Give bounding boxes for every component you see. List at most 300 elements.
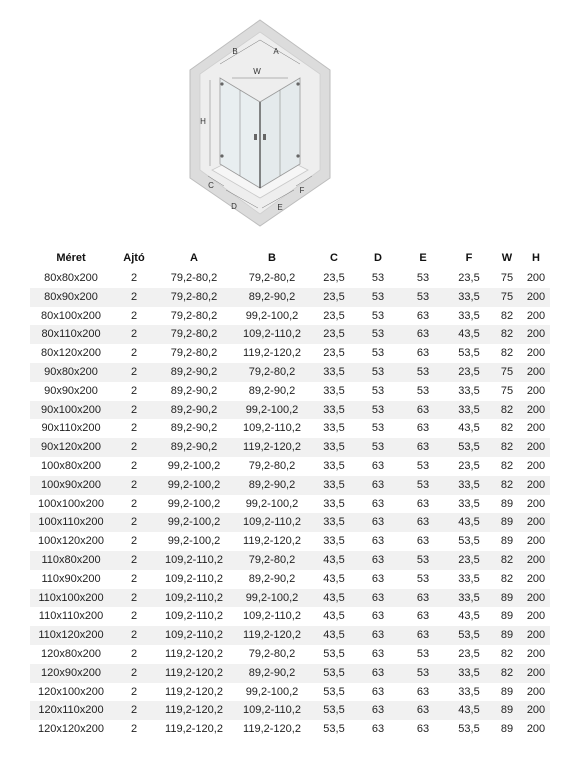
cell-col-door: 2 [112, 551, 156, 570]
cell-col-b: 119,2-120,2 [232, 438, 312, 457]
cell-col-h: 200 [522, 495, 550, 514]
table-row [30, 307, 550, 326]
table-row [30, 269, 550, 288]
dim-label-f: F [299, 186, 305, 195]
cell-col-c: 53,5 [312, 683, 356, 702]
cell-col-e: 63 [400, 532, 446, 551]
cell-col-h: 200 [522, 419, 550, 438]
cell-col-b: 109,2-110,2 [232, 607, 312, 626]
cell-col-c: 23,5 [312, 307, 356, 326]
cell-col-b: 79,2-80,2 [232, 363, 312, 382]
cell-col-e: 63 [400, 495, 446, 514]
header-col-d: D [374, 252, 382, 264]
cell-col-h: 200 [522, 551, 550, 570]
cell-col-d: 63 [356, 664, 400, 683]
cell-col-b: 79,2-80,2 [232, 457, 312, 476]
handle-right-icon [263, 134, 266, 140]
cell-col-h: 200 [522, 513, 550, 532]
cell-col-a: 89,2-90,2 [156, 419, 232, 438]
cell-col-e: 63 [400, 344, 446, 363]
cell-col-c: 33,5 [312, 476, 356, 495]
cell-col-d: 53 [356, 344, 400, 363]
cell-col-w: 82 [492, 438, 522, 457]
cell-col-a: 119,2-120,2 [156, 645, 232, 664]
cell-col-door: 2 [112, 419, 156, 438]
table-row [30, 401, 550, 420]
cell-col-door: 2 [112, 626, 156, 645]
handle-left-icon [254, 134, 257, 140]
cell-col-size: 100x110x200 [30, 513, 112, 532]
cell-col-b: 79,2-80,2 [232, 551, 312, 570]
cell-col-a: 109,2-110,2 [156, 626, 232, 645]
cell-col-h: 200 [522, 476, 550, 495]
cell-col-h: 200 [522, 363, 550, 382]
cell-col-a: 119,2-120,2 [156, 683, 232, 702]
table-row [30, 419, 550, 438]
header-col-a: A [190, 252, 198, 264]
cell-col-b: 79,2-80,2 [232, 645, 312, 664]
cell-col-d: 63 [356, 457, 400, 476]
enclosure-drawing [180, 18, 340, 230]
table-row [30, 288, 550, 307]
header-col-b: B [268, 252, 276, 264]
cell-col-size: 110x80x200 [30, 551, 112, 570]
cell-col-w: 75 [492, 269, 522, 288]
cell-col-c: 33,5 [312, 438, 356, 457]
cell-col-e: 63 [400, 325, 446, 344]
cell-col-w: 89 [492, 495, 522, 514]
cell-col-e: 53 [400, 457, 446, 476]
table-row [30, 589, 550, 608]
cell-col-w: 89 [492, 683, 522, 702]
cell-col-f: 33,5 [446, 382, 492, 401]
table-row [30, 363, 550, 382]
hinge-icon [220, 82, 223, 85]
cell-col-c: 33,5 [312, 513, 356, 532]
cell-col-f: 23,5 [446, 269, 492, 288]
cell-col-a: 79,2-80,2 [156, 307, 232, 326]
cell-col-f: 43,5 [446, 607, 492, 626]
cell-col-a: 79,2-80,2 [156, 325, 232, 344]
cell-col-d: 63 [356, 626, 400, 645]
table-row [30, 532, 550, 551]
header-col-h: H [532, 252, 540, 264]
cell-col-c: 33,5 [312, 457, 356, 476]
cell-col-size: 110x120x200 [30, 626, 112, 645]
cell-col-a: 109,2-110,2 [156, 570, 232, 589]
cell-col-f: 53,5 [446, 720, 492, 739]
cell-col-f: 53,5 [446, 532, 492, 551]
cell-col-b: 79,2-80,2 [232, 269, 312, 288]
cell-col-d: 53 [356, 363, 400, 382]
cell-col-size: 120x120x200 [30, 720, 112, 739]
cell-col-e: 63 [400, 589, 446, 608]
cell-col-c: 43,5 [312, 551, 356, 570]
header-col-size: Méret [56, 252, 86, 264]
cell-col-a: 89,2-90,2 [156, 363, 232, 382]
cell-col-h: 200 [522, 401, 550, 420]
cell-col-door: 2 [112, 645, 156, 664]
cell-col-a: 99,2-100,2 [156, 532, 232, 551]
cell-col-w: 82 [492, 325, 522, 344]
cell-col-b: 99,2-100,2 [232, 495, 312, 514]
cell-col-w: 82 [492, 645, 522, 664]
cell-col-e: 63 [400, 401, 446, 420]
cell-col-h: 200 [522, 457, 550, 476]
cell-col-e: 53 [400, 363, 446, 382]
cell-col-size: 90x100x200 [30, 401, 112, 420]
header-col-door: Ajtó [123, 252, 145, 264]
cell-col-f: 43,5 [446, 419, 492, 438]
cell-col-w: 75 [492, 382, 522, 401]
cell-col-w: 82 [492, 570, 522, 589]
cell-col-c: 33,5 [312, 382, 356, 401]
cell-col-d: 53 [356, 307, 400, 326]
cell-col-f: 43,5 [446, 701, 492, 720]
cell-col-door: 2 [112, 269, 156, 288]
cell-col-door: 2 [112, 683, 156, 702]
cell-col-d: 63 [356, 551, 400, 570]
shower-enclosure-diagram [180, 18, 340, 230]
cell-col-size: 80x100x200 [30, 307, 112, 326]
cell-col-b: 99,2-100,2 [232, 401, 312, 420]
cell-col-b: 89,2-90,2 [232, 664, 312, 683]
cell-col-size: 120x110x200 [30, 701, 112, 720]
cell-col-f: 53,5 [446, 626, 492, 645]
cell-col-b: 109,2-110,2 [232, 419, 312, 438]
header-row [30, 247, 550, 269]
cell-col-w: 82 [492, 344, 522, 363]
cell-col-f: 43,5 [446, 325, 492, 344]
cell-col-c: 53,5 [312, 701, 356, 720]
cell-col-a: 89,2-90,2 [156, 438, 232, 457]
cell-col-w: 75 [492, 288, 522, 307]
table-row [30, 551, 550, 570]
cell-col-b: 119,2-120,2 [232, 626, 312, 645]
cell-col-w: 89 [492, 532, 522, 551]
cell-col-f: 23,5 [446, 551, 492, 570]
cell-col-a: 99,2-100,2 [156, 476, 232, 495]
cell-col-h: 200 [522, 325, 550, 344]
cell-col-c: 33,5 [312, 363, 356, 382]
cell-col-f: 23,5 [446, 457, 492, 476]
cell-col-a: 79,2-80,2 [156, 344, 232, 363]
cell-col-b: 119,2-120,2 [232, 720, 312, 739]
cell-col-w: 89 [492, 607, 522, 626]
cell-col-c: 23,5 [312, 344, 356, 363]
cell-col-d: 63 [356, 532, 400, 551]
cell-col-b: 119,2-120,2 [232, 344, 312, 363]
cell-col-door: 2 [112, 344, 156, 363]
dim-label-w: W [253, 67, 261, 76]
cell-col-d: 63 [356, 720, 400, 739]
cell-col-f: 33,5 [446, 589, 492, 608]
cell-col-w: 82 [492, 664, 522, 683]
cell-col-e: 63 [400, 607, 446, 626]
table-row [30, 457, 550, 476]
cell-col-h: 200 [522, 664, 550, 683]
cell-col-h: 200 [522, 269, 550, 288]
cell-col-e: 53 [400, 476, 446, 495]
table-row [30, 382, 550, 401]
cell-col-c: 53,5 [312, 645, 356, 664]
table-row [30, 683, 550, 702]
cell-col-h: 200 [522, 607, 550, 626]
cell-col-d: 63 [356, 589, 400, 608]
cell-col-d: 63 [356, 645, 400, 664]
cell-col-h: 200 [522, 683, 550, 702]
cell-col-w: 89 [492, 626, 522, 645]
cell-col-size: 90x110x200 [30, 419, 112, 438]
cell-col-a: 79,2-80,2 [156, 269, 232, 288]
cell-col-e: 53 [400, 570, 446, 589]
cell-col-a: 109,2-110,2 [156, 607, 232, 626]
cell-col-c: 33,5 [312, 401, 356, 420]
header-col-f: F [465, 252, 473, 264]
cell-col-f: 33,5 [446, 570, 492, 589]
cell-col-door: 2 [112, 664, 156, 683]
cell-col-c: 23,5 [312, 325, 356, 344]
cell-col-door: 2 [112, 307, 156, 326]
cell-col-c: 23,5 [312, 269, 356, 288]
cell-col-f: 53,5 [446, 344, 492, 363]
cell-col-f: 23,5 [446, 363, 492, 382]
cell-col-c: 53,5 [312, 720, 356, 739]
cell-col-door: 2 [112, 363, 156, 382]
table-row [30, 664, 550, 683]
cell-col-d: 63 [356, 607, 400, 626]
cell-col-h: 200 [522, 438, 550, 457]
cell-col-d: 53 [356, 438, 400, 457]
cell-col-e: 53 [400, 551, 446, 570]
cell-col-door: 2 [112, 476, 156, 495]
cell-col-a: 79,2-80,2 [156, 288, 232, 307]
cell-col-d: 63 [356, 570, 400, 589]
dim-label-b: B [232, 47, 238, 56]
cell-col-b: 99,2-100,2 [232, 589, 312, 608]
cell-col-size: 110x90x200 [30, 570, 112, 589]
table-body [30, 269, 550, 739]
cell-col-b: 89,2-90,2 [232, 476, 312, 495]
dim-label-e: E [277, 203, 283, 212]
cell-col-w: 89 [492, 589, 522, 608]
cell-col-c: 23,5 [312, 288, 356, 307]
cell-col-h: 200 [522, 645, 550, 664]
table-row [30, 701, 550, 720]
hinge-icon [220, 154, 223, 157]
cell-col-h: 200 [522, 532, 550, 551]
cell-col-w: 89 [492, 513, 522, 532]
cell-col-b: 119,2-120,2 [232, 532, 312, 551]
cell-col-c: 33,5 [312, 419, 356, 438]
cell-col-f: 33,5 [446, 288, 492, 307]
cell-col-a: 89,2-90,2 [156, 382, 232, 401]
cell-col-a: 119,2-120,2 [156, 664, 232, 683]
cell-col-size: 80x80x200 [30, 269, 112, 288]
cell-col-e: 63 [400, 419, 446, 438]
table-row [30, 513, 550, 532]
cell-col-d: 63 [356, 476, 400, 495]
cell-col-h: 200 [522, 307, 550, 326]
cell-col-f: 33,5 [446, 476, 492, 495]
cell-col-d: 63 [356, 513, 400, 532]
cell-col-e: 63 [400, 513, 446, 532]
dimension-table [30, 247, 550, 739]
cell-col-c: 53,5 [312, 664, 356, 683]
cell-col-f: 33,5 [446, 495, 492, 514]
cell-col-f: 43,5 [446, 513, 492, 532]
cell-col-door: 2 [112, 401, 156, 420]
cell-col-b: 89,2-90,2 [232, 570, 312, 589]
cell-col-door: 2 [112, 513, 156, 532]
cell-col-d: 53 [356, 288, 400, 307]
cell-col-e: 63 [400, 438, 446, 457]
cell-col-size: 80x120x200 [30, 344, 112, 363]
cell-col-h: 200 [522, 344, 550, 363]
cell-col-size: 100x80x200 [30, 457, 112, 476]
cell-col-size: 90x90x200 [30, 382, 112, 401]
cell-col-c: 43,5 [312, 570, 356, 589]
cell-col-a: 119,2-120,2 [156, 701, 232, 720]
table-row [30, 438, 550, 457]
cell-col-door: 2 [112, 325, 156, 344]
cell-col-b: 99,2-100,2 [232, 683, 312, 702]
cell-col-door: 2 [112, 495, 156, 514]
cell-col-b: 109,2-110,2 [232, 701, 312, 720]
cell-col-size: 100x120x200 [30, 532, 112, 551]
cell-col-c: 33,5 [312, 532, 356, 551]
cell-col-b: 109,2-110,2 [232, 513, 312, 532]
cell-col-size: 120x100x200 [30, 683, 112, 702]
cell-col-size: 100x90x200 [30, 476, 112, 495]
cell-col-e: 53 [400, 269, 446, 288]
cell-col-door: 2 [112, 607, 156, 626]
table-row [30, 607, 550, 626]
header-col-w: W [501, 252, 513, 264]
cell-col-c: 43,5 [312, 607, 356, 626]
cell-col-d: 63 [356, 683, 400, 702]
cell-col-w: 89 [492, 720, 522, 739]
hinge-icon [296, 82, 299, 85]
header-col-e: E [419, 252, 427, 264]
cell-col-w: 82 [492, 476, 522, 495]
cell-col-door: 2 [112, 438, 156, 457]
cell-col-a: 99,2-100,2 [156, 495, 232, 514]
cell-col-size: 80x110x200 [30, 325, 112, 344]
cell-col-size: 110x100x200 [30, 589, 112, 608]
cell-col-w: 82 [492, 457, 522, 476]
cell-col-h: 200 [522, 570, 550, 589]
cell-col-w: 75 [492, 363, 522, 382]
dim-label-h: H [200, 117, 206, 126]
cell-col-size: 80x90x200 [30, 288, 112, 307]
cell-col-d: 63 [356, 495, 400, 514]
table-row [30, 570, 550, 589]
cell-col-f: 53,5 [446, 438, 492, 457]
dim-label-a: A [273, 47, 279, 56]
cell-col-size: 90x80x200 [30, 363, 112, 382]
cell-col-w: 82 [492, 551, 522, 570]
cell-col-b: 99,2-100,2 [232, 307, 312, 326]
cell-col-door: 2 [112, 701, 156, 720]
cell-col-door: 2 [112, 720, 156, 739]
cell-col-e: 53 [400, 288, 446, 307]
table-header [30, 247, 550, 269]
cell-col-b: 89,2-90,2 [232, 288, 312, 307]
cell-col-w: 82 [492, 419, 522, 438]
cell-col-size: 120x80x200 [30, 645, 112, 664]
cell-col-e: 63 [400, 720, 446, 739]
cell-col-e: 63 [400, 683, 446, 702]
cell-col-f: 33,5 [446, 307, 492, 326]
table-row [30, 626, 550, 645]
cell-col-door: 2 [112, 570, 156, 589]
cell-col-w: 82 [492, 401, 522, 420]
cell-col-d: 53 [356, 325, 400, 344]
cell-col-h: 200 [522, 626, 550, 645]
cell-col-c: 43,5 [312, 626, 356, 645]
cell-col-door: 2 [112, 589, 156, 608]
cell-col-a: 99,2-100,2 [156, 457, 232, 476]
table-row [30, 344, 550, 363]
cell-col-size: 100x100x200 [30, 495, 112, 514]
cell-col-a: 89,2-90,2 [156, 401, 232, 420]
cell-col-e: 53 [400, 382, 446, 401]
cell-col-d: 53 [356, 401, 400, 420]
cell-col-c: 43,5 [312, 589, 356, 608]
cell-col-c: 33,5 [312, 495, 356, 514]
cell-col-h: 200 [522, 382, 550, 401]
cell-col-f: 33,5 [446, 401, 492, 420]
cell-col-size: 90x120x200 [30, 438, 112, 457]
cell-col-b: 109,2-110,2 [232, 325, 312, 344]
table-row [30, 720, 550, 739]
cell-col-a: 109,2-110,2 [156, 589, 232, 608]
cell-col-door: 2 [112, 457, 156, 476]
cell-col-w: 89 [492, 701, 522, 720]
cell-col-door: 2 [112, 288, 156, 307]
cell-col-f: 33,5 [446, 683, 492, 702]
cell-col-h: 200 [522, 701, 550, 720]
cell-col-e: 63 [400, 307, 446, 326]
table-row [30, 476, 550, 495]
cell-col-a: 109,2-110,2 [156, 551, 232, 570]
cell-col-f: 23,5 [446, 645, 492, 664]
dim-label-c: C [208, 181, 214, 190]
header-col-c: C [330, 252, 338, 264]
cell-col-e: 53 [400, 664, 446, 683]
cell-col-d: 53 [356, 419, 400, 438]
cell-col-a: 119,2-120,2 [156, 720, 232, 739]
cell-col-d: 63 [356, 701, 400, 720]
cell-col-h: 200 [522, 720, 550, 739]
cell-col-h: 200 [522, 589, 550, 608]
dim-label-d: D [231, 202, 237, 211]
cell-col-e: 63 [400, 701, 446, 720]
cell-col-f: 33,5 [446, 664, 492, 683]
table-row [30, 645, 550, 664]
cell-col-d: 53 [356, 382, 400, 401]
cell-col-b: 89,2-90,2 [232, 382, 312, 401]
cell-col-e: 63 [400, 626, 446, 645]
cell-col-w: 82 [492, 307, 522, 326]
cell-col-door: 2 [112, 532, 156, 551]
cell-col-e: 53 [400, 645, 446, 664]
cell-col-door: 2 [112, 382, 156, 401]
cell-col-a: 99,2-100,2 [156, 513, 232, 532]
table-row [30, 325, 550, 344]
cell-col-h: 200 [522, 288, 550, 307]
